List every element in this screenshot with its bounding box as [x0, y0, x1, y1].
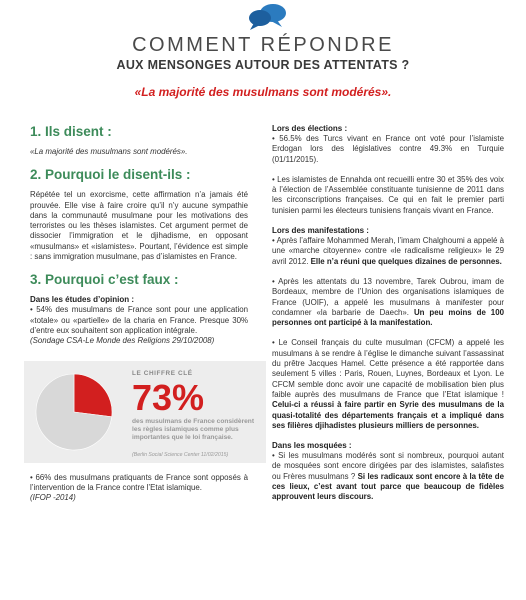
- mosques-paragraph-text: • Si les musulmans modérés sont si nombreux, pourquoi autant de mosquées sont encore dirigées par des islamistes, salafistes ou Frères musulmans ?: [272, 451, 504, 481]
- key-figure-label: LE CHIFFRE CLÉ: [132, 369, 193, 377]
- cfcm-paragraph: [272, 338, 504, 431]
- section-1-text: «La majorité des musulmans sont modérés».: [30, 147, 188, 156]
- key-figure-value: 73%: [132, 376, 205, 418]
- practising-text: • 66% des musulmans pratiquants de France sont opposés à l’intervention de la France contre l’Etat islamique.: [30, 472, 248, 492]
- demos-paragraph-1: [272, 236, 504, 267]
- demos-paragraph-1-text: • Après l’affaire Mohammed Merah, l’imam Chalghoumi a appelé à une «marche citoyenne» contre «le radicalisme religieux» le 29 avril 2012.: [272, 236, 504, 266]
- left-column: [30, 124, 255, 503]
- practising-source: (IFOP -2014): [30, 493, 76, 503]
- section-heading-1: 1. Ils disent :: [30, 124, 112, 139]
- key-figure-description: des musulmans de France considèrent les règles islamiques comme plus importantes que le loi française.: [132, 417, 255, 441]
- page-title: COMMENT RÉPONDRE: [132, 34, 394, 56]
- demos-subheading: Lors des manifestations :: [272, 226, 369, 236]
- mosques-subheading: Dans les mosquées :: [272, 441, 352, 451]
- studies-text: • 54% des musulmans de France sont pour une application «totale» ou «partielle» de la charia en France. Presque 30% d’entre eux souhaitent son application intégrale.: [30, 305, 248, 335]
- key-figure-box: [24, 361, 266, 463]
- section-2-text: Répétée tel un exorcisme, cette affirmation n’a jamais été prouvée. Elle vise à faire croire qu’il n’y aucune sympathie dans la communauté musulmane pour les motivations des terroristes ou les thèses islamistes. Cet argument permet de dissocier l’immigration et le djihadisme, en opposant «musulmans» et «islamistes». Pourtant, l’évidence est simple : sans immigration musulmane, pas d’islamistes en France.: [30, 190, 248, 262]
- demos-paragraph-2-text: • Après les attentats du 13 novembre, Tarek Oubrou, imam de Bordeaux, membre de l’Union des organisations islamiques de France (UOIF), a appelé les musulmans à manifester pour condamner «la barbarie de Daech».: [272, 276, 504, 317]
- right-column: [272, 124, 504, 503]
- mosques-paragraph: [272, 451, 504, 502]
- studies-source: (Sondage CSA-Le Monde des Religions 29/10/2008): [30, 336, 215, 346]
- section-heading-3: 3. Pourquoi c’est faux :: [30, 272, 179, 288]
- headline-quote: «La majorité des musulmans sont modérés».: [134, 85, 392, 99]
- demos-paragraph-2: [272, 277, 504, 328]
- page-subtitle: AUX MENSONGES AUTOUR DES ATTENTATS ?: [116, 58, 410, 72]
- section-heading-2: 2. Pourquoi le disent-ils :: [30, 167, 191, 183]
- elections-paragraph-2: • Les islamistes de Ennahda ont recueilli entre 30 et 35% des voix à l’élection de l’Assemblée constituante tunisienne de 2011 dans les circonscriptions françaises. Ce qui en fait le premier parti tunisien parmi les électeurs tunisiens français vivant en France.: [272, 174, 504, 215]
- studies-subheading: Dans les études d’opinion :: [30, 295, 135, 305]
- elections-paragraph-1: • 56.5% des Turcs vivant en France ont voté pour l’islamiste Erdogan lors des législatives contre 49.3% en Turquie (01/11/2015).: [272, 134, 504, 164]
- key-figure-source: (Berlin Social Science Center 11/02/2015): [132, 451, 229, 458]
- elections-subheading: Lors des élections :: [272, 124, 348, 133]
- cfcm-paragraph-text: • Le Conseil français du culte musulman (CFCM) a appelé les musulmans à se rendre à l’église le dimanche suivant l’assassinat du prêtre Jacques Hamel. Cette présence a été rapportée dans seulement 5 villes : Paris, Rouen, Luynes, Bordeaux et Lyon. Le CFCM semble donc avoir une capacité de mobilisation bien plus faible auprès des musulmans de France que l’Etat islamique !: [272, 338, 504, 399]
- pie-slice-red: [74, 374, 112, 417]
- demos-paragraph-1-strong: Elle n’a réuni que quelques dizaines de personnes.: [310, 256, 502, 266]
- speech-bubbles-icon: [247, 2, 287, 32]
- mosques-paragraph-strong: Si les radicaux sont encore à la tête de ces lieux, c’est avant tout parce que beaucoup de fidèles approuvent leurs discours.: [272, 471, 504, 502]
- demos-paragraph-2-strong: Un peu moins de 100 personnes ont participé à la manifestation.: [272, 307, 504, 328]
- cfcm-paragraph-strong: Celui-ci a réussi à faire partir en Syrie des musulmans de la quasi-totalité des départements français et a impliqué dans ses filières djihadistes plusieurs milliers de personnes.: [272, 400, 504, 430]
- pie-chart: [34, 372, 114, 452]
